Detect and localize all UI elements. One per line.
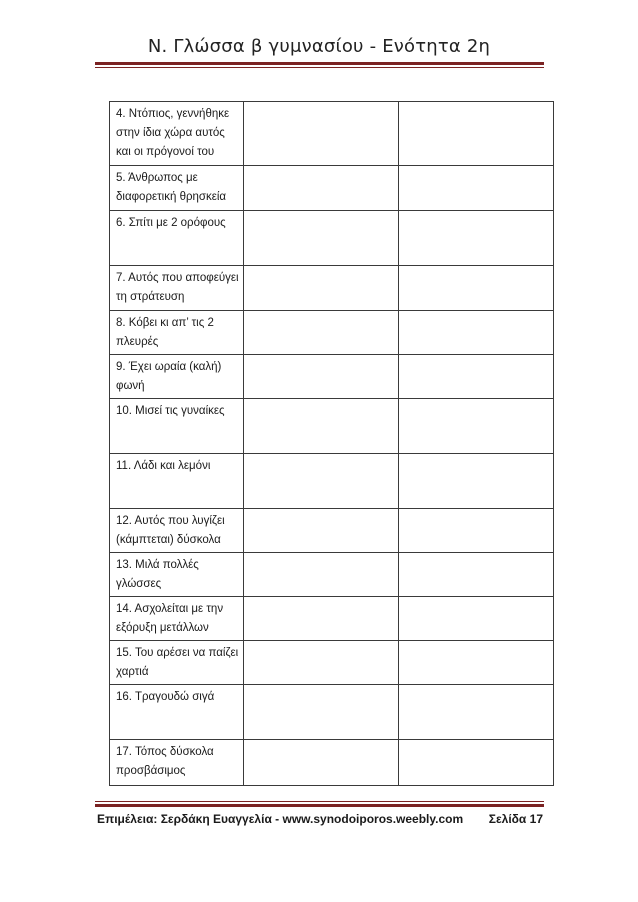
header-rule-thin (95, 67, 544, 68)
answer-cell[interactable] (399, 509, 554, 553)
table-row (110, 641, 554, 685)
answer-cell[interactable] (244, 553, 399, 597)
table-row (110, 740, 554, 786)
answer-cell[interactable] (399, 399, 554, 454)
table-row (110, 454, 554, 509)
answer-cell[interactable] (244, 454, 399, 509)
answer-cell[interactable] (399, 166, 554, 211)
table-row (110, 355, 554, 399)
footer-rule-thin (95, 801, 544, 802)
answer-cell[interactable] (399, 685, 554, 740)
row-label: 13. Μιλά πολλές γλώσσες (110, 553, 244, 597)
answer-cell[interactable] (399, 740, 554, 786)
table-row (110, 211, 554, 266)
worksheet-table (109, 101, 554, 786)
footer-rule-thick (95, 804, 544, 807)
table-row (110, 509, 554, 553)
header-rule-thick (95, 62, 544, 65)
answer-cell[interactable] (399, 355, 554, 399)
footer-credit: Επιμέλεια: Σερδάκη Ευαγγελία - www.synodoiporos.weebly.com (97, 812, 464, 826)
row-label: 17. Τόπος δύσκολα προσβάσιμος (110, 740, 244, 786)
answer-cell[interactable] (399, 311, 554, 355)
answer-cell[interactable] (399, 553, 554, 597)
answer-cell[interactable] (244, 211, 399, 266)
row-label: 9. Έχει ωραία (καλή) φωνή (110, 355, 244, 399)
row-label: 5. Άνθρωπος με διαφορετική θρησκεία (110, 166, 244, 211)
table-row (110, 102, 554, 166)
answer-cell[interactable] (244, 685, 399, 740)
answer-cell[interactable] (244, 355, 399, 399)
answer-cell[interactable] (399, 454, 554, 509)
footer-page-number: Σελίδα 17 (488, 812, 543, 826)
table-row (110, 166, 554, 211)
page-header-title: Ν. Γλώσσα β γυμνασίου - Ενότητα 2η (147, 36, 491, 57)
row-label: 8. Κόβει κι απ’ τις 2 πλευρές (110, 311, 244, 355)
table-row (110, 597, 554, 641)
answer-cell[interactable] (399, 102, 554, 166)
table-row (110, 311, 554, 355)
answer-cell[interactable] (399, 641, 554, 685)
answer-cell[interactable] (244, 740, 399, 786)
row-label: 12. Αυτός που λυγίζει (κάμπτεται) δύσκολα (110, 509, 244, 553)
row-label: 6. Σπίτι με 2 ορόφους (110, 211, 244, 266)
answer-cell[interactable] (244, 166, 399, 211)
answer-cell[interactable] (244, 102, 399, 166)
answer-cell[interactable] (399, 597, 554, 641)
row-label: 16. Τραγουδώ σιγά (110, 685, 244, 740)
row-label: 7. Αυτός που αποφεύγει τη στράτευση (110, 266, 244, 311)
table-row (110, 685, 554, 740)
row-label: 15. Του αρέσει να παίζει χαρτιά (110, 641, 244, 685)
table-row (110, 399, 554, 454)
row-label: 10. Μισεί τις γυναίκες (110, 399, 244, 454)
answer-cell[interactable] (244, 509, 399, 553)
table-row (110, 266, 554, 311)
answer-cell[interactable] (244, 597, 399, 641)
answer-cell[interactable] (244, 641, 399, 685)
answer-cell[interactable] (399, 266, 554, 311)
row-label: 4. Ντόπιος, γεννήθηκε στην ίδια χώρα αυτός και οι πρόγονοί του (110, 102, 244, 166)
answer-cell[interactable] (399, 211, 554, 266)
answer-cell[interactable] (244, 311, 399, 355)
table-row (110, 553, 554, 597)
answer-cell[interactable] (244, 399, 399, 454)
row-label: 14. Ασχολείται με την εξόρυξη μετάλλων (110, 597, 244, 641)
row-label: 11. Λάδι και λεμόνι (110, 454, 244, 509)
answer-cell[interactable] (244, 266, 399, 311)
